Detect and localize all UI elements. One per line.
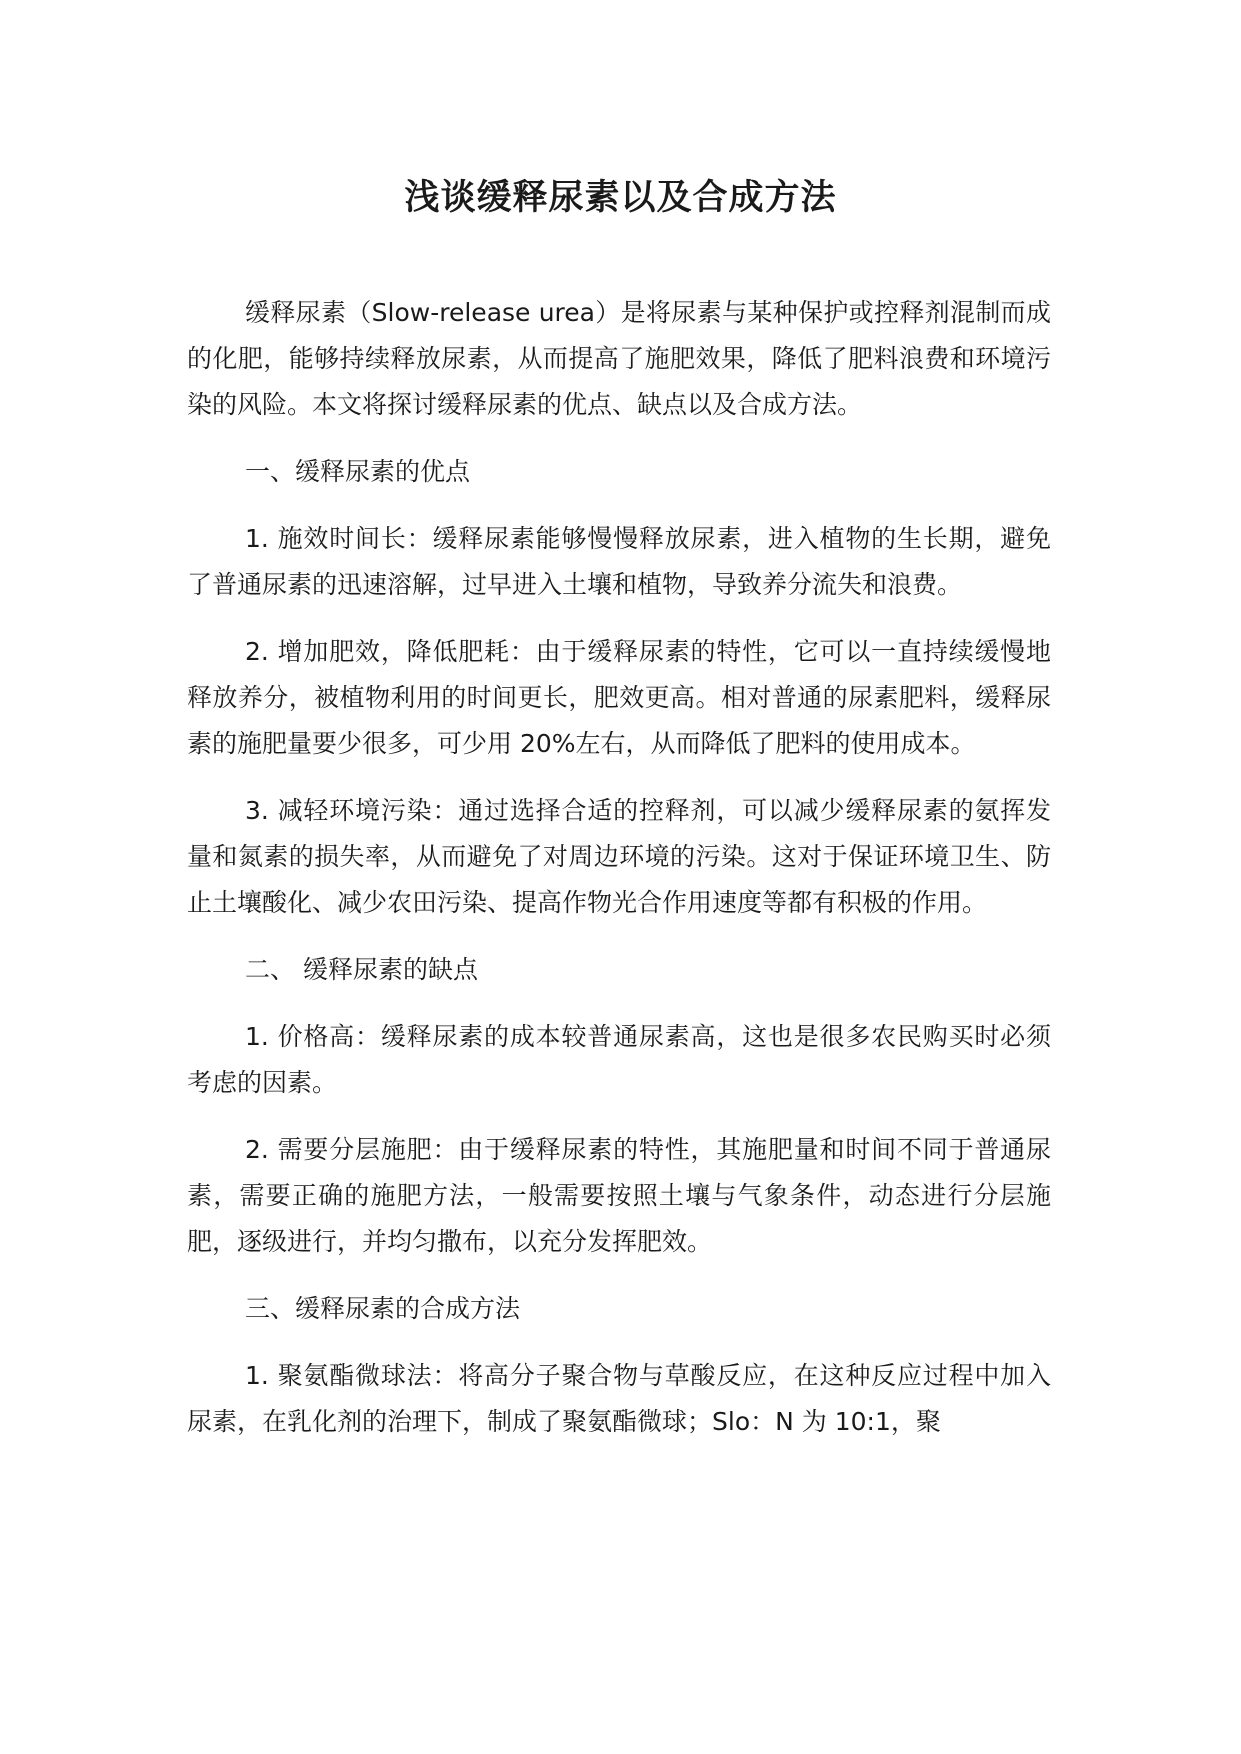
section-heading-disadvantages: 二、 缓释尿素的缺点	[245, 955, 478, 984]
advantage-item-1: 1. 施效时间长：缓释尿素能够慢慢释放尿素，进入植物的生长期，避免了普通尿素的迅速溶解，过早进入土壤和植物，导致养分流失和浪费。	[187, 524, 1051, 599]
section-heading-advantages: 一、缓释尿素的优点	[245, 457, 471, 486]
disadvantage-item-1: 1. 价格高：缓释尿素的成本较普通尿素高，这也是很多农民购买时必须考虑的因素。	[187, 1022, 1051, 1097]
advantage-item-3: 3. 减轻环境污染：通过选择合适的控释剂，可以减少缓释尿素的氨挥发量和氮素的损失率，从而避免了对周边环境的污染。这对于保证环境卫生、防止土壤酸化、减少农田污染、提高作物光合作用速度等都有积极的作用。	[187, 796, 1051, 917]
synthesis-item-1: 1. 聚氨酯微球法：将高分子聚合物与草酸反应，在这种反应过程中加入尿素，在乳化剂的治理下，制成了聚氨酯微球；Slo：N 为 10:1，聚	[187, 1361, 1051, 1436]
document-title: 浅谈缓释尿素以及合成方法	[404, 178, 837, 218]
document-body	[187, 290, 1051, 1466]
advantage-item-2: 2. 增加肥效，降低肥耗：由于缓释尿素的特性，它可以一直持续缓慢地释放养分，被植物利用的时间更长，肥效更高。相对普通的尿素肥料，缓释尿素的施肥量要少很多，可少用 20%左右，从而降低了肥料的使用成本。	[187, 637, 1051, 758]
disadvantage-item-2: 2. 需要分层施肥：由于缓释尿素的特性，其施肥量和时间不同于普通尿素，需要正确的施肥方法，一般需要按照土壤与气象条件，动态进行分层施肥，逐级进行，并均匀撒布，以充分发挥肥效。	[187, 1135, 1051, 1256]
section-heading-synthesis: 三、缓释尿素的合成方法	[245, 1294, 521, 1323]
intro-paragraph: 缓释尿素（Slow-release urea）是将尿素与某种保护或控释剂混制而成的化肥，能够持续释放尿素，从而提高了施肥效果，降低了肥料浪费和环境污染的风险。本文将探讨缓释尿素的优点、缺点以及合成方法。	[187, 298, 1051, 419]
